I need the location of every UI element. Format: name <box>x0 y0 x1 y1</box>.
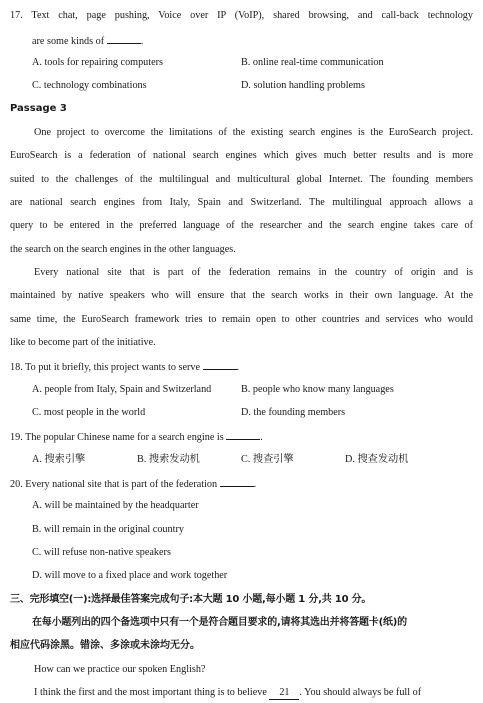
q17-stem-line1: 17. Text chat, page pushing, Voice over IP (VoIP), shared browsing, and call-back technology <box>10 10 473 21</box>
q18-option-b: B. people who know many languages <box>241 384 394 395</box>
q18-stem: 18. To put it briefly, this project wants to serve . <box>10 359 239 372</box>
section-instruction: 在每小题列出的四个备选项中只有一个是符合题目要求的,请将其选出并将答题卡(纸)的 <box>32 617 407 628</box>
q17-stem-line2: are some kinds of . <box>32 33 143 46</box>
passage-line: same time, the EuroSearch framework tries to remain open to other countries and services who would <box>10 314 473 325</box>
q20-option-c: C. will refuse non-native speakers <box>32 547 171 558</box>
passage-line: are national search engines from Italy, Spain and Switzerland. The multilingual approach allows a <box>10 197 473 208</box>
q17-stem-text: are some kinds of <box>32 36 105 47</box>
q17-option-d: D. solution handling problems <box>241 80 365 91</box>
answer-blank <box>220 476 254 487</box>
passage-line: the search on the search engines in the other languages. <box>10 244 236 255</box>
passage-line: query to be entered in the preferred language of the researcher and the search engine takes care of <box>10 220 473 231</box>
answer-blank <box>203 359 237 370</box>
q19-option-a: A. 搜索引擎 <box>32 454 86 465</box>
q17-option-b: B. online real-time communication <box>241 57 384 68</box>
q20-option-d: D. will move to a fixed place and work together <box>32 570 228 581</box>
passage-line: EuroSearch is a federation of national search engines which gives much better results and is more <box>10 150 473 161</box>
passage-line: like to become part of the initiative. <box>10 337 156 348</box>
section-instruction: 相应代码涂黑。错涂、多涂或未涂均无分。 <box>10 640 200 651</box>
q19-option-d: D. 搜查发动机 <box>345 454 409 465</box>
q18-option-a: A. people from Italy, Spain and Switzerland <box>32 384 212 395</box>
answer-blank <box>226 429 260 440</box>
q18-option-d: D. the founding members <box>241 407 346 418</box>
q20-stem: 20. Every national site that is part of the federation . <box>10 476 256 489</box>
passage-line: One project to overcome the limitations of the existing search engines is the EuroSearch project. <box>34 127 473 138</box>
q19-stem: 19. The popular Chinese name for a search engine is . <box>10 429 263 442</box>
passage-line: Every national site that is part of the federation remains in the country of origin and is <box>34 267 473 278</box>
passage-line: maintained by native speakers who will ensure that the search works in their own language. At the <box>10 290 473 301</box>
cloze-question: How can we practice our spoken English? <box>34 664 206 675</box>
q19-option-c: C. 搜查引擎 <box>241 454 294 465</box>
q20-option-b: B. will remain in the original country <box>32 524 184 535</box>
q17-option-a: A. tools for repairing computers <box>32 57 163 68</box>
cloze-line: I think the first and the most important thing is to believe 21 . You should always be full of <box>34 687 422 698</box>
q17-option-c: C. technology combinations <box>32 80 147 91</box>
cloze-blank-21: 21 <box>269 686 299 700</box>
section-title: 三、完形填空(一):选择最佳答案完成句子:本大题 10 小题,每小题 1 分,共 10 分。 <box>10 594 372 605</box>
q20-option-a: A. will be maintained by the headquarter <box>32 500 199 511</box>
q19-option-b: B. 搜索发动机 <box>137 454 200 465</box>
answer-blank <box>107 33 141 44</box>
passage-line: suited to the challenges of the multilingual and multicultural global Internet. The founding members <box>10 174 473 185</box>
passage-heading: Passage 3 <box>10 103 67 114</box>
q18-option-c: C. most people in the world <box>32 407 146 418</box>
